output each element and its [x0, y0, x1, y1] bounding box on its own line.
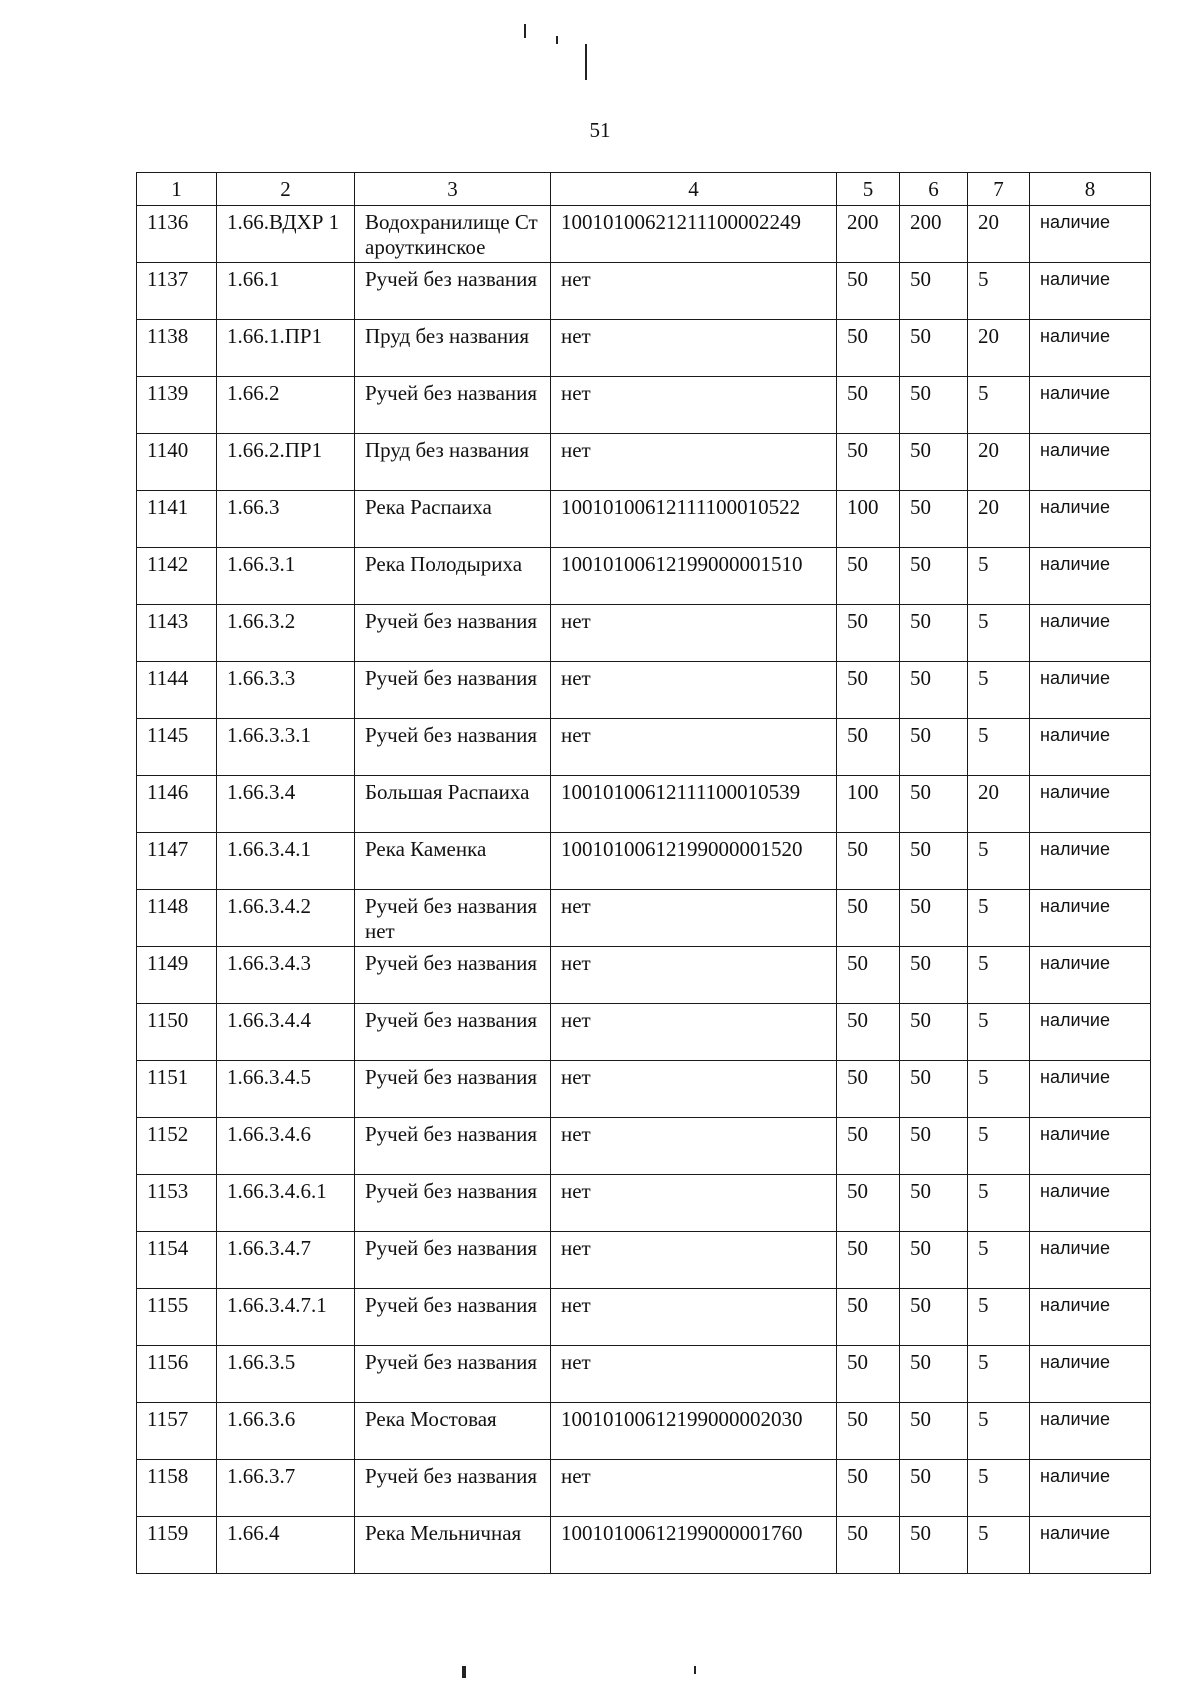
value-cell-7: 20 [968, 320, 1030, 377]
object-name-cell: Ручей без названия [355, 1346, 551, 1403]
registry-code-cell: нет [551, 947, 837, 1004]
object-name-cell: Пруд без названия [355, 434, 551, 491]
row-number-cell: 1140 [137, 434, 217, 491]
code-cell: 1.66.3.4.6.1 [217, 1175, 355, 1232]
row-number-cell: 1146 [137, 776, 217, 833]
row-number-cell: 1148 [137, 890, 217, 947]
value-cell-7: 5 [968, 263, 1030, 320]
status-cell: наличие [1030, 719, 1151, 776]
registry-code-cell: 10010100612199000001760 [551, 1517, 837, 1574]
value-cell-5: 50 [837, 1403, 900, 1460]
row-number-cell: 1155 [137, 1289, 217, 1346]
row-number-cell: 1154 [137, 1232, 217, 1289]
registry-table [136, 172, 1151, 1574]
table-row [137, 1004, 1151, 1061]
value-cell-6: 50 [900, 1118, 968, 1175]
registry-code-cell: нет [551, 719, 837, 776]
table-row [137, 320, 1151, 377]
table-row [137, 1232, 1151, 1289]
value-cell-6: 50 [900, 947, 968, 1004]
table-row [137, 1289, 1151, 1346]
code-cell: 1.66.2 [217, 377, 355, 434]
code-cell: 1.66.3.4.2 [217, 890, 355, 947]
row-number-cell: 1150 [137, 1004, 217, 1061]
value-cell-7: 5 [968, 833, 1030, 890]
object-name-cell: Река Каменка [355, 833, 551, 890]
value-cell-6: 50 [900, 833, 968, 890]
row-number-cell: 1143 [137, 605, 217, 662]
registry-code-cell: нет [551, 1232, 837, 1289]
code-cell: 1.66.3.3.1 [217, 719, 355, 776]
value-cell-5: 50 [837, 605, 900, 662]
registry-code-cell: 10010100612199000002030 [551, 1403, 837, 1460]
status-cell: наличие [1030, 320, 1151, 377]
registry-code-cell: нет [551, 434, 837, 491]
status-cell: наличие [1030, 776, 1151, 833]
value-cell-6: 50 [900, 1403, 968, 1460]
code-cell: 1.66.3.5 [217, 1346, 355, 1403]
column-header: 5 [837, 173, 900, 206]
value-cell-7: 5 [968, 1517, 1030, 1574]
table-row [137, 890, 1151, 947]
status-cell: наличие [1030, 1061, 1151, 1118]
value-cell-6: 50 [900, 1346, 968, 1403]
status-cell: наличие [1030, 206, 1151, 263]
object-name-cell: Река Распаиха [355, 491, 551, 548]
table-row [137, 548, 1151, 605]
value-cell-5: 100 [837, 776, 900, 833]
code-cell: 1.66.3.4 [217, 776, 355, 833]
value-cell-7: 5 [968, 1289, 1030, 1346]
code-cell: 1.66.3.4.5 [217, 1061, 355, 1118]
registry-code-cell: нет [551, 1061, 837, 1118]
status-cell: наличие [1030, 890, 1151, 947]
code-cell: 1.66.3.6 [217, 1403, 355, 1460]
status-cell: наличие [1030, 1346, 1151, 1403]
value-cell-5: 50 [837, 1118, 900, 1175]
table-row [137, 377, 1151, 434]
value-cell-7: 5 [968, 890, 1030, 947]
table-row [137, 263, 1151, 320]
object-name-cell: Ручей без названия [355, 377, 551, 434]
table-row [137, 776, 1151, 833]
value-cell-5: 50 [837, 947, 900, 1004]
value-cell-6: 50 [900, 491, 968, 548]
object-name-cell: Ручей без названия [355, 719, 551, 776]
value-cell-6: 50 [900, 263, 968, 320]
object-name-cell: Ручей без названия [355, 1175, 551, 1232]
value-cell-5: 50 [837, 434, 900, 491]
value-cell-5: 50 [837, 1289, 900, 1346]
code-cell: 1.66.3.7 [217, 1460, 355, 1517]
object-name-cell: Ручей без названия [355, 1460, 551, 1517]
table-row [137, 206, 1151, 263]
table-row [137, 605, 1151, 662]
object-name-cell: Ручей без названия [355, 1004, 551, 1061]
row-number-cell: 1138 [137, 320, 217, 377]
code-cell: 1.66.3.4.7 [217, 1232, 355, 1289]
row-number-cell: 1149 [137, 947, 217, 1004]
status-cell: наличие [1030, 1004, 1151, 1061]
row-number-cell: 1151 [137, 1061, 217, 1118]
scan-artifact-top [524, 24, 526, 38]
table-row [137, 1460, 1151, 1517]
object-name-cell: Ручей без названия [355, 662, 551, 719]
column-header: 1 [137, 173, 217, 206]
row-number-cell: 1136 [137, 206, 217, 263]
value-cell-6: 50 [900, 434, 968, 491]
object-name-cell: Река Мостовая [355, 1403, 551, 1460]
value-cell-5: 50 [837, 662, 900, 719]
code-cell: 1.66.2.ПР1 [217, 434, 355, 491]
object-name-cell: Ручей без названия [355, 1118, 551, 1175]
value-cell-7: 5 [968, 1004, 1030, 1061]
value-cell-5: 50 [837, 1517, 900, 1574]
status-cell: наличие [1030, 377, 1151, 434]
status-cell: наличие [1030, 1289, 1151, 1346]
value-cell-5: 50 [837, 1346, 900, 1403]
value-cell-5: 50 [837, 833, 900, 890]
object-name-cell: Ручей без названия [355, 605, 551, 662]
registry-code-cell: нет [551, 890, 837, 947]
column-header: 3 [355, 173, 551, 206]
row-number-cell: 1152 [137, 1118, 217, 1175]
value-cell-7: 5 [968, 605, 1030, 662]
row-number-cell: 1147 [137, 833, 217, 890]
value-cell-6: 50 [900, 719, 968, 776]
column-header: 8 [1030, 173, 1151, 206]
value-cell-5: 50 [837, 1460, 900, 1517]
status-cell: наличие [1030, 1517, 1151, 1574]
code-cell: 1.66.ВДХР 1 [217, 206, 355, 263]
table-row [137, 1118, 1151, 1175]
value-cell-6: 50 [900, 776, 968, 833]
scan-artifact-bottom [694, 1666, 696, 1674]
row-number-cell: 1157 [137, 1403, 217, 1460]
object-name-cell: Ручей без названия [355, 1289, 551, 1346]
table-row [137, 719, 1151, 776]
value-cell-7: 20 [968, 491, 1030, 548]
row-number-cell: 1153 [137, 1175, 217, 1232]
registry-code-cell: 10010100612199000001510 [551, 548, 837, 605]
table-row [137, 1061, 1151, 1118]
status-cell: наличие [1030, 1118, 1151, 1175]
value-cell-6: 50 [900, 1175, 968, 1232]
row-number-cell: 1142 [137, 548, 217, 605]
row-number-cell: 1145 [137, 719, 217, 776]
value-cell-5: 50 [837, 1061, 900, 1118]
object-name-cell: Река Полодыриха [355, 548, 551, 605]
table-row [137, 1403, 1151, 1460]
value-cell-6: 50 [900, 662, 968, 719]
table-header-row [137, 173, 1151, 206]
object-name-cell: Пруд без названия [355, 320, 551, 377]
status-cell: наличие [1030, 662, 1151, 719]
value-cell-5: 50 [837, 1175, 900, 1232]
object-name-cell: Водохранилище Староуткинское [355, 206, 551, 263]
status-cell: наличие [1030, 605, 1151, 662]
value-cell-5: 50 [837, 890, 900, 947]
code-cell: 1.66.3.2 [217, 605, 355, 662]
value-cell-5: 50 [837, 320, 900, 377]
column-header: 2 [217, 173, 355, 206]
table-row [137, 833, 1151, 890]
value-cell-7: 5 [968, 1232, 1030, 1289]
registry-code-cell: 10010100612111100010522 [551, 491, 837, 548]
table-body [137, 206, 1151, 1574]
value-cell-6: 50 [900, 1517, 968, 1574]
value-cell-5: 50 [837, 263, 900, 320]
value-cell-6: 200 [900, 206, 968, 263]
registry-code-cell: нет [551, 263, 837, 320]
object-name-cell: Большая Распаиха [355, 776, 551, 833]
value-cell-6: 50 [900, 1061, 968, 1118]
status-cell: наличие [1030, 548, 1151, 605]
code-cell: 1.66.1.ПР1 [217, 320, 355, 377]
value-cell-5: 50 [837, 377, 900, 434]
value-cell-5: 50 [837, 719, 900, 776]
value-cell-5: 200 [837, 206, 900, 263]
value-cell-7: 5 [968, 1460, 1030, 1517]
status-cell: наличие [1030, 1232, 1151, 1289]
value-cell-6: 50 [900, 1289, 968, 1346]
registry-code-cell: нет [551, 1004, 837, 1061]
value-cell-7: 5 [968, 1403, 1030, 1460]
value-cell-7: 5 [968, 1118, 1030, 1175]
value-cell-5: 50 [837, 1232, 900, 1289]
column-header: 7 [968, 173, 1030, 206]
registry-code-cell: нет [551, 1175, 837, 1232]
registry-code-cell: нет [551, 1118, 837, 1175]
registry-code-cell: 10010100612111100010539 [551, 776, 837, 833]
registry-code-cell: нет [551, 605, 837, 662]
value-cell-7: 5 [968, 548, 1030, 605]
object-name-cell: Река Мельничная [355, 1517, 551, 1574]
code-cell: 1.66.3.4.1 [217, 833, 355, 890]
code-cell: 1.66.3.4.4 [217, 1004, 355, 1061]
column-header: 6 [900, 173, 968, 206]
registry-code-cell: нет [551, 662, 837, 719]
object-name-cell: Ручей без названия [355, 1232, 551, 1289]
page-number: 51 [589, 118, 611, 142]
status-cell: наличие [1030, 434, 1151, 491]
value-cell-7: 5 [968, 947, 1030, 1004]
code-cell: 1.66.3 [217, 491, 355, 548]
row-number-cell: 1139 [137, 377, 217, 434]
object-name-cell: Ручей без названия [355, 1061, 551, 1118]
code-cell: 1.66.3.3 [217, 662, 355, 719]
status-cell: наличие [1030, 1403, 1151, 1460]
value-cell-6: 50 [900, 320, 968, 377]
registry-code-cell: 10010100612199000001520 [551, 833, 837, 890]
code-cell: 1.66.3.4.7.1 [217, 1289, 355, 1346]
value-cell-7: 5 [968, 1061, 1030, 1118]
registry-code-cell: нет [551, 1346, 837, 1403]
table-row [137, 1517, 1151, 1574]
table-row [137, 662, 1151, 719]
row-number-cell: 1159 [137, 1517, 217, 1574]
value-cell-7: 5 [968, 1346, 1030, 1403]
status-cell: наличие [1030, 491, 1151, 548]
value-cell-5: 50 [837, 548, 900, 605]
value-cell-5: 50 [837, 1004, 900, 1061]
table-row [137, 1346, 1151, 1403]
value-cell-7: 20 [968, 206, 1030, 263]
registry-code-cell: нет [551, 1289, 837, 1346]
value-cell-6: 50 [900, 1232, 968, 1289]
value-cell-7: 20 [968, 776, 1030, 833]
object-name-cell: Ручей без названия [355, 947, 551, 1004]
value-cell-6: 50 [900, 890, 968, 947]
value-cell-7: 5 [968, 377, 1030, 434]
code-cell: 1.66.3.4.3 [217, 947, 355, 1004]
registry-code-cell: нет [551, 1460, 837, 1517]
code-cell: 1.66.3.1 [217, 548, 355, 605]
value-cell-7: 5 [968, 1175, 1030, 1232]
value-cell-7: 5 [968, 719, 1030, 776]
code-cell: 1.66.1 [217, 263, 355, 320]
status-cell: наличие [1030, 947, 1151, 1004]
value-cell-6: 50 [900, 1460, 968, 1517]
value-cell-7: 5 [968, 662, 1030, 719]
value-cell-6: 50 [900, 548, 968, 605]
table-row [137, 1175, 1151, 1232]
table-row [137, 434, 1151, 491]
row-number-cell: 1156 [137, 1346, 217, 1403]
registry-code-cell: нет [551, 377, 837, 434]
scan-artifact-bottom [462, 1666, 466, 1678]
table-row [137, 491, 1151, 548]
object-name-cell: Ручей без названиянет [355, 890, 551, 947]
status-cell: наличие [1030, 1460, 1151, 1517]
status-cell: наличие [1030, 833, 1151, 890]
object-name-cell: Ручей без названия [355, 263, 551, 320]
scan-artifact-top [585, 44, 587, 80]
row-number-cell: 1158 [137, 1460, 217, 1517]
code-cell: 1.66.3.4.6 [217, 1118, 355, 1175]
value-cell-6: 50 [900, 377, 968, 434]
column-header: 4 [551, 173, 837, 206]
code-cell: 1.66.4 [217, 1517, 355, 1574]
registry-code-cell: 10010100621211100002249 [551, 206, 837, 263]
row-number-cell: 1144 [137, 662, 217, 719]
row-number-cell: 1137 [137, 263, 217, 320]
value-cell-7: 20 [968, 434, 1030, 491]
table-row [137, 947, 1151, 1004]
registry-code-cell: нет [551, 320, 837, 377]
status-cell: наличие [1030, 1175, 1151, 1232]
value-cell-5: 100 [837, 491, 900, 548]
value-cell-6: 50 [900, 1004, 968, 1061]
scan-artifact-top [556, 36, 558, 44]
status-cell: наличие [1030, 263, 1151, 320]
row-number-cell: 1141 [137, 491, 217, 548]
value-cell-6: 50 [900, 605, 968, 662]
